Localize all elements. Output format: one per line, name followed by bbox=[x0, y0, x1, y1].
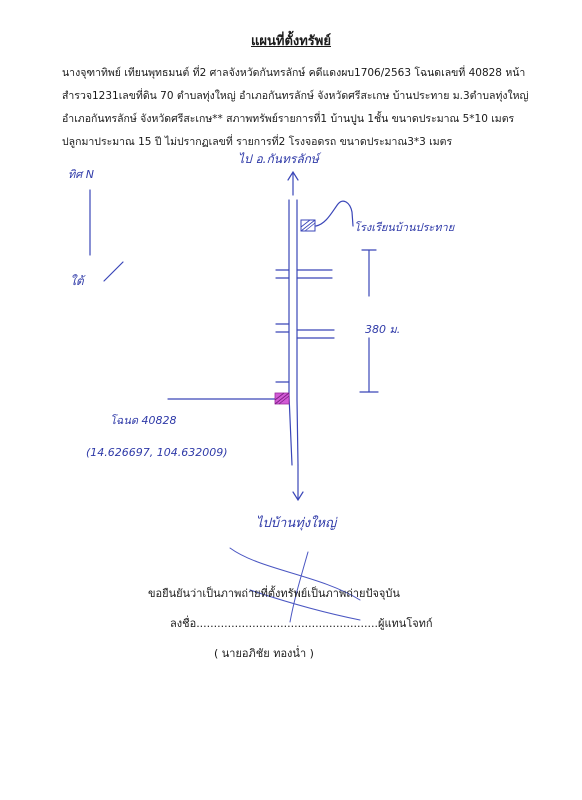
coordinates-label: (14.626697, 104.632009) bbox=[86, 446, 228, 459]
school-callout-line bbox=[316, 201, 353, 226]
sign-role: ผู้แทนโจทก์ bbox=[378, 617, 433, 630]
signature-line bbox=[170, 614, 433, 632]
school-label: โรงเรียนบ้านประทาย bbox=[354, 221, 455, 234]
description-line: อำเภอกันทรลักษ์ จังหวัดศรีสะเกษ** สภาพทรัพย์รายการที่1 บ้านปูน 1ชั้น ขนาดประมาณ 5*10 เมตร bbox=[62, 113, 515, 125]
side-road-right-1 bbox=[297, 270, 332, 278]
document-title: แผนที่ตั้งทรัพย์ bbox=[251, 34, 331, 49]
north-tick bbox=[104, 262, 123, 281]
description-line: นางจุฑาทิพย์ เทียนพุทธมนต์ ที่2 ศาลจังหวัดกันทรลักษ์ คดีแดงผบ1706/2563 โฉนดเลขที่ 40828 หน้า bbox=[62, 67, 526, 79]
side-road-right-2 bbox=[297, 330, 334, 338]
sign-dots: .................................................... bbox=[196, 617, 379, 630]
description-line: สำรวจ1231เลขที่ดิน 70 ตำบลทุ่งใหญ่ อำเภอกันทรลักษ์ จังหวัดศรีสะเกษ บ้านประทาย ม.3ตำบลทุ่งใหญ่ bbox=[62, 90, 529, 102]
distance-label: 380 ม. bbox=[365, 323, 401, 336]
description-line: ปลูกมาประมาณ 15 ปี ไม่ปรากฏเลขที่ รายการที่2 โรงจอดรถ ขนาดประมาณ3*3 เมตร bbox=[62, 136, 453, 148]
side-road-left-1 bbox=[276, 270, 289, 278]
deed-label: โฉนด 40828 bbox=[110, 414, 177, 427]
road-edge-left bbox=[289, 200, 292, 465]
arrow-down-icon bbox=[293, 465, 303, 500]
road-to-top-label: ไป อ.กันทรลักษ์ bbox=[238, 152, 319, 166]
road-edge-right bbox=[297, 200, 298, 465]
sign-prefix: ลงชื่อ bbox=[170, 617, 197, 630]
north-mark: ใต้ bbox=[70, 274, 84, 288]
road-to-bottom-label: ไปบ้านทุ่งใหญ่ bbox=[256, 516, 337, 531]
side-road-left-2 bbox=[276, 324, 289, 332]
school-marker-hatch bbox=[301, 220, 315, 231]
signer-name: ( นายอภิชัย ทองน่ำ ) bbox=[214, 647, 314, 660]
north-label: ทิศ N bbox=[68, 168, 94, 181]
confirmation-statement: ขอยืนยันว่าเป็นภาพถ่ายที่ตั้งทรัพย์เป็นภาพถ่ายปัจจุบัน bbox=[148, 587, 400, 600]
arrow-up-icon bbox=[288, 172, 298, 195]
